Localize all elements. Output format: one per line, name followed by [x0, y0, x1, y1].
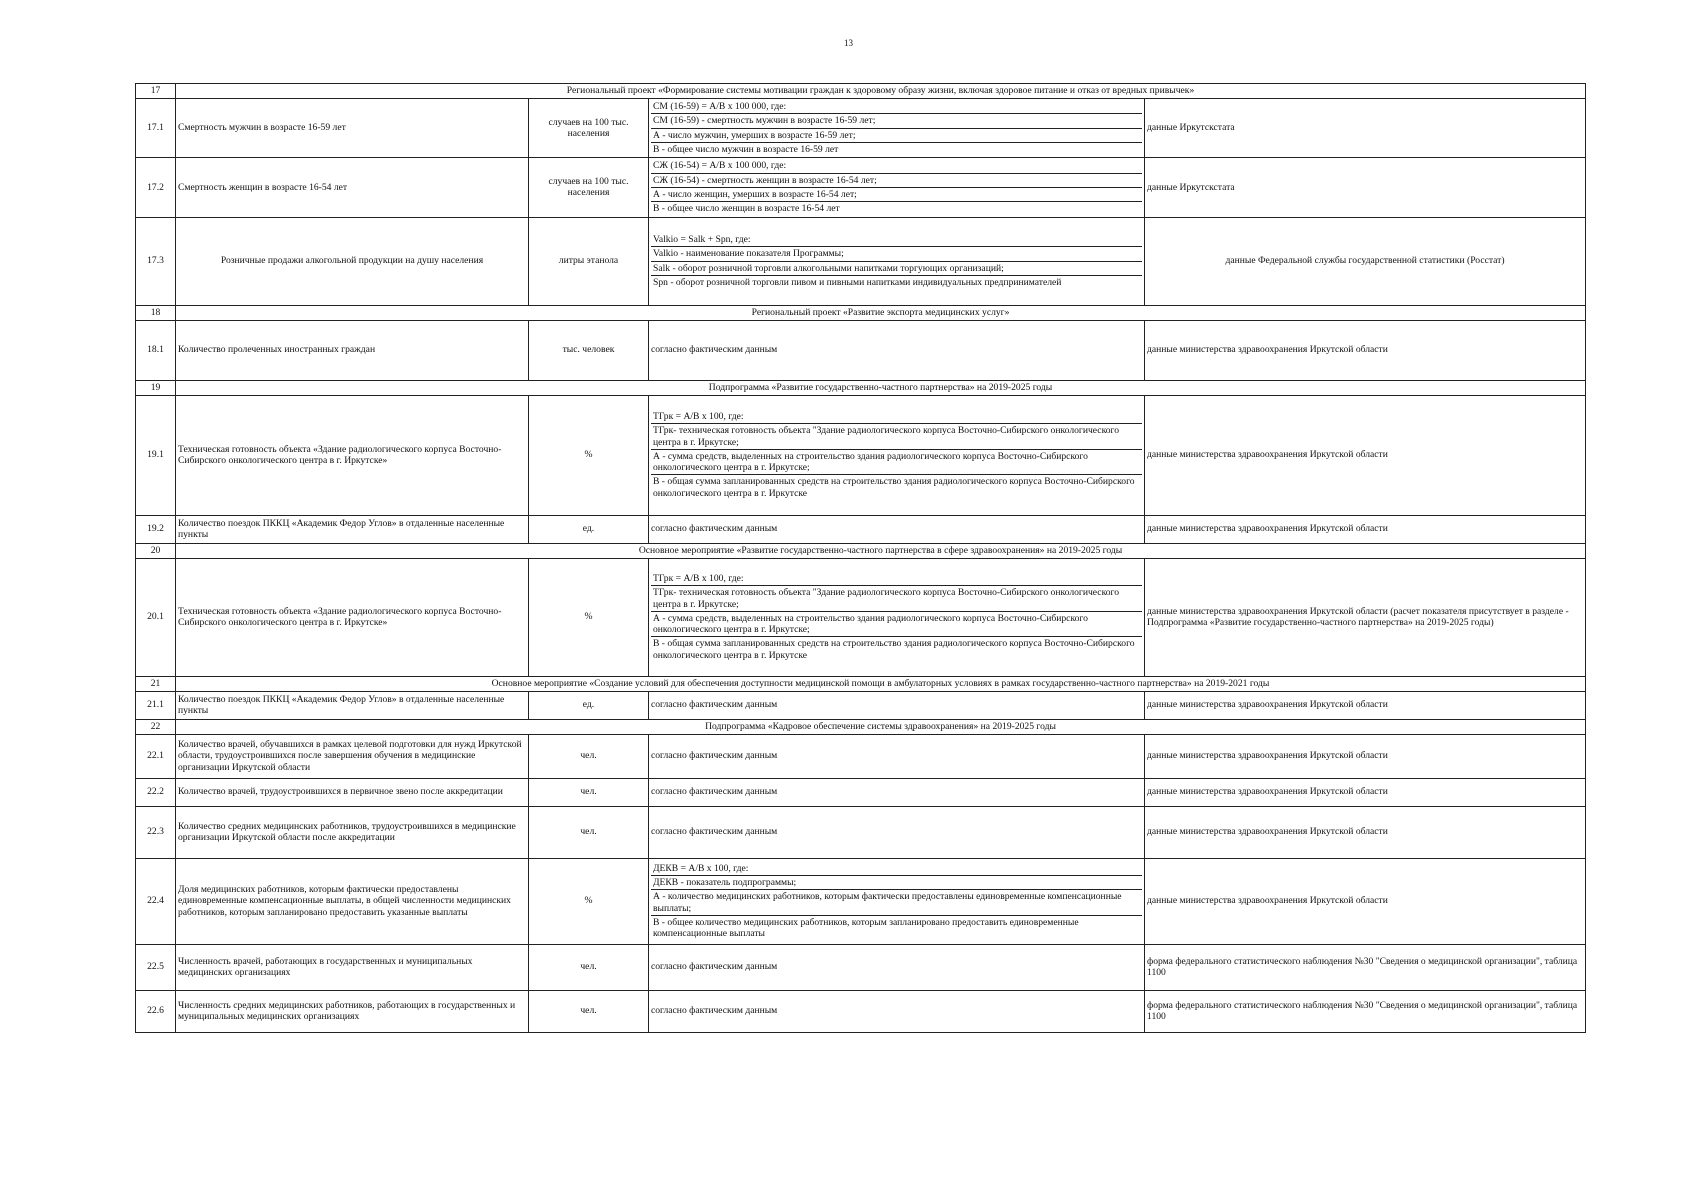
indicator-source: данные министерства здравоохранения Иркутской области: [1145, 395, 1586, 515]
indicator-source: данные министерства здравоохранения Иркутской области: [1145, 778, 1586, 806]
indicator-unit: чел.: [529, 734, 649, 778]
indicator-name: Смертность женщин в возрасте 16-54 лет: [176, 158, 529, 217]
indicator-unit: литры этанола: [529, 217, 649, 305]
indicator-unit: случаев на 100 тыс. населения: [529, 99, 649, 158]
indicator-source: форма федерального статистического наблюдения №30 "Сведения о медицинской организации", таблица 1100: [1145, 944, 1586, 990]
indicator-name: Доля медицинских работников, которым фактически предоставлены единовременные компенсационные выплаты, в общей численности медицинских работников, которым запланировано предоставить указанные выплаты: [176, 858, 529, 944]
indicator-row: [136, 990, 1586, 1032]
indicator-number: 18.1: [136, 320, 176, 380]
indicator-formula: согласно фактическим данным: [649, 734, 1145, 778]
indicator-number: 22.3: [136, 806, 176, 858]
indicators-table: [135, 83, 1586, 1033]
indicator-row: [136, 806, 1586, 858]
indicator-name: Техническая готовность объекта «Здание радиологического корпуса Восточно-Сибирского онкологического центра в г. Иркутске»: [176, 395, 529, 515]
indicator-source: данные министерства здравоохранения Иркутской области: [1145, 515, 1586, 543]
indicator-formula: [649, 395, 1145, 515]
section-number: 22: [136, 719, 176, 734]
indicator-source: данные Иркутскстата: [1145, 99, 1586, 158]
indicator-number: 17.2: [136, 158, 176, 217]
indicator-source: данные министерства здравоохранения Иркутской области: [1145, 806, 1586, 858]
formula-line: В - общая сумма запланированных средств на строительство здания радиологического корпуса Восточно-Сибирского онкологического центра в г. Иркутске: [653, 476, 1135, 499]
indicator-row: [136, 158, 1586, 217]
section-title: Региональный проект «Формирование системы мотивации граждан к здоровому образу жизни, включая здоровое питание и отказ от вредных привычек»: [176, 84, 1586, 99]
indicator-unit: чел.: [529, 990, 649, 1032]
indicator-source: данные министерства здравоохранения Иркутской области: [1145, 734, 1586, 778]
section-row: [136, 84, 1586, 99]
formula-line: А - число женщин, умерших в возрасте 16-54 лет;: [651, 188, 1142, 202]
formula-line: СМ (16-59) = А/В х 100 000, где:: [651, 100, 1142, 114]
section-title: Региональный проект «Развитие экспорта медицинских услуг»: [176, 305, 1586, 320]
indicator-name: Розничные продажи алкогольной продукции на душу населения: [176, 217, 529, 305]
indicator-unit: ед.: [529, 691, 649, 719]
indicator-formula: [649, 858, 1145, 944]
section-number: 18: [136, 305, 176, 320]
indicator-name: Количество врачей, трудоустроившихся в первичное звено после аккредитации: [176, 778, 529, 806]
indicator-unit: ед.: [529, 515, 649, 543]
formula-line: Valkio = Salk + Spn, где:: [651, 233, 1142, 247]
indicator-number: 22.5: [136, 944, 176, 990]
formula-line: Salk - оборот розничной торговли алкогольными напитками торгующих организаций;: [651, 262, 1142, 276]
indicator-unit: тыс. человек: [529, 320, 649, 380]
indicator-unit: %: [529, 558, 649, 676]
indicator-name: Количество пролеченных иностранных граждан: [176, 320, 529, 380]
indicator-number: 17.3: [136, 217, 176, 305]
section-number: 19: [136, 380, 176, 395]
section-number: 20: [136, 543, 176, 558]
formula-line: А - сумма средств, выделенных на строительство здания радиологического корпуса Восточно-Сибирского онкологического центра в г. Иркутске;: [651, 612, 1142, 638]
section-title: Основное мероприятие «Создание условий для обеспечения доступности медицинской помощи в амбулаторных условиях в рамках государственно-частного партнерства» на 2019-2021 годы: [176, 676, 1586, 691]
indicator-unit: чел.: [529, 944, 649, 990]
indicator-number: 22.2: [136, 778, 176, 806]
section-title: Подпрограмма «Кадровое обеспечение системы здравоохранения» на 2019-2025 годы: [176, 719, 1586, 734]
indicator-formula: [649, 158, 1145, 217]
indicator-unit: чел.: [529, 806, 649, 858]
indicator-name: Смертность мужчин в возрасте 16-59 лет: [176, 99, 529, 158]
indicator-formula: согласно фактическим данным: [649, 944, 1145, 990]
indicator-source: форма федерального статистического наблюдения №30 "Сведения о медицинской организации", таблица 1100: [1145, 990, 1586, 1032]
indicator-number: 19.2: [136, 515, 176, 543]
indicator-number: 17.1: [136, 99, 176, 158]
indicator-row: [136, 691, 1586, 719]
indicator-number: 22.4: [136, 858, 176, 944]
section-row: [136, 380, 1586, 395]
section-row: [136, 719, 1586, 734]
indicator-source: данные министерства здравоохранения Иркутской области: [1145, 858, 1586, 944]
indicator-source: данные Федеральной службы государственной статистики (Росстат): [1145, 217, 1586, 305]
indicator-name: Количество поездок ПККЦ «Академик Федор Углов» в отдаленные населенные пункты: [176, 515, 529, 543]
indicator-formula: [649, 217, 1145, 305]
indicator-formula: согласно фактическим данным: [649, 990, 1145, 1032]
formula-line: А - количество медицинских работников, которым фактически предоставлены единовременные компенсационные выплаты;: [651, 890, 1142, 916]
formula-line: А - сумма средств, выделенных на строительство здания радиологического корпуса Восточно-Сибирского онкологического центра в г. Иркутске;: [651, 450, 1142, 476]
indicator-row: [136, 99, 1586, 158]
formula-line: ТГрк- техническая готовность объекта "Здание радиологического корпуса Восточно-Сибирского онкологического центра в г. Иркутске;: [651, 586, 1142, 612]
formula-line: А - число мужчин, умерших в возрасте 16-59 лет;: [651, 129, 1142, 143]
indicator-source: данные министерства здравоохранения Иркутской области: [1145, 320, 1586, 380]
indicator-number: 22.1: [136, 734, 176, 778]
formula-line: ТГрк- техническая готовность объекта "Здание радиологического корпуса Восточно-Сибирского онкологического центра в г. Иркутске;: [651, 424, 1142, 450]
section-title: Подпрограмма «Развитие государственно-частного партнерства» на 2019-2025 годы: [176, 380, 1586, 395]
indicator-formula: согласно фактическим данным: [649, 320, 1145, 380]
indicator-formula: согласно фактическим данным: [649, 778, 1145, 806]
indicator-number: 22.6: [136, 990, 176, 1032]
indicator-unit: чел.: [529, 778, 649, 806]
indicator-number: 20.1: [136, 558, 176, 676]
formula-line: СЖ (16-54) = А/В х 100 000, где:: [651, 159, 1142, 173]
section-number: 17: [136, 84, 176, 99]
indicator-formula: [649, 558, 1145, 676]
formula-line: В - общее число женщин в возрасте 16-54 лет: [653, 203, 840, 215]
indicator-name: Численность средних медицинских работников, работающих в государственных и муниципальных медицинских организациях: [176, 990, 529, 1032]
indicator-row: [136, 778, 1586, 806]
section-row: [136, 305, 1586, 320]
formula-line: СЖ (16-54) - смертность женщин в возрасте 16-54 лет;: [651, 174, 1142, 188]
indicator-source: данные министерства здравоохранения Иркутской области (расчет показателя присутствует в разделе - Подпрограмма «Развитие государственно-частного партнерства» на 2019-2025 годы): [1145, 558, 1586, 676]
indicator-source: данные Иркутскстата: [1145, 158, 1586, 217]
formula-line: ТГрк = А/В х 100, где:: [651, 410, 1142, 424]
indicator-unit: %: [529, 395, 649, 515]
indicator-name: Количество средних медицинских работников, трудоустроившихся в медицинские организации Иркутской области после аккредитации: [176, 806, 529, 858]
indicator-name: Количество поездок ПККЦ «Академик Федор Углов» в отдаленные населенные пункты: [176, 691, 529, 719]
indicator-row: [136, 320, 1586, 380]
indicator-name: Количество врачей, обучавшихся в рамках целевой подготовки для нужд Иркутской области, трудоустроившихся после завершения обучения в медицинские организации Иркутской области: [176, 734, 529, 778]
indicator-formula: согласно фактическим данным: [649, 691, 1145, 719]
indicator-row: [136, 858, 1586, 944]
indicator-formula: согласно фактическим данным: [649, 515, 1145, 543]
indicator-row: [136, 395, 1586, 515]
indicator-unit: %: [529, 858, 649, 944]
indicator-formula: [649, 99, 1145, 158]
section-title: Основное мероприятие «Развитие государственно-частного партнерства в сфере здравоохранения» на 2019-2025 годы: [176, 543, 1586, 558]
page-number: 13: [844, 38, 853, 48]
formula-line: В - общее количество медицинских работников, которым запланировано предоставить единовременные компенсационные выплаты: [653, 916, 1079, 940]
indicator-source: данные министерства здравоохранения Иркутской области: [1145, 691, 1586, 719]
formula-line: В - общая сумма запланированных средств на строительство здания радиологического корпуса Восточно-Сибирского онкологического центра в г. Иркутске: [653, 638, 1135, 661]
formula-line: В - общее число мужчин в возрасте 16-59 лет: [653, 143, 839, 155]
indicator-unit: случаев на 100 тыс. населения: [529, 158, 649, 217]
indicator-formula: согласно фактическим данным: [649, 806, 1145, 858]
indicator-number: 19.1: [136, 395, 176, 515]
indicator-row: [136, 734, 1586, 778]
formula-line: ДЕКВ = А/В х 100, где:: [651, 862, 1142, 876]
indicator-row: [136, 217, 1586, 305]
formula-line: Spn - оборот розничной торговли пивом и пивными напитками индивидуальных предпринимателей: [653, 276, 1062, 288]
formula-line: ДЕКВ - показатель подпрограммы;: [651, 876, 1142, 890]
indicator-name: Численность врачей, работающих в государственных и муниципальных медицинских организациях: [176, 944, 529, 990]
formula-line: СМ (16-59) - смертность мужчин в возрасте 16-59 лет;: [651, 114, 1142, 128]
formula-line: Valkio - наименование показателя Программы;: [651, 247, 1142, 261]
formula-line: ТГрк = А/В х 100, где:: [651, 572, 1142, 586]
indicator-name: Техническая готовность объекта «Здание радиологического корпуса Восточно-Сибирского онкологического центра в г. Иркутске»: [176, 558, 529, 676]
section-row: [136, 676, 1586, 691]
indicator-row: [136, 558, 1586, 676]
indicator-row: [136, 944, 1586, 990]
indicator-number: 21.1: [136, 691, 176, 719]
section-number: 21: [136, 676, 176, 691]
section-row: [136, 543, 1586, 558]
indicator-row: [136, 515, 1586, 543]
